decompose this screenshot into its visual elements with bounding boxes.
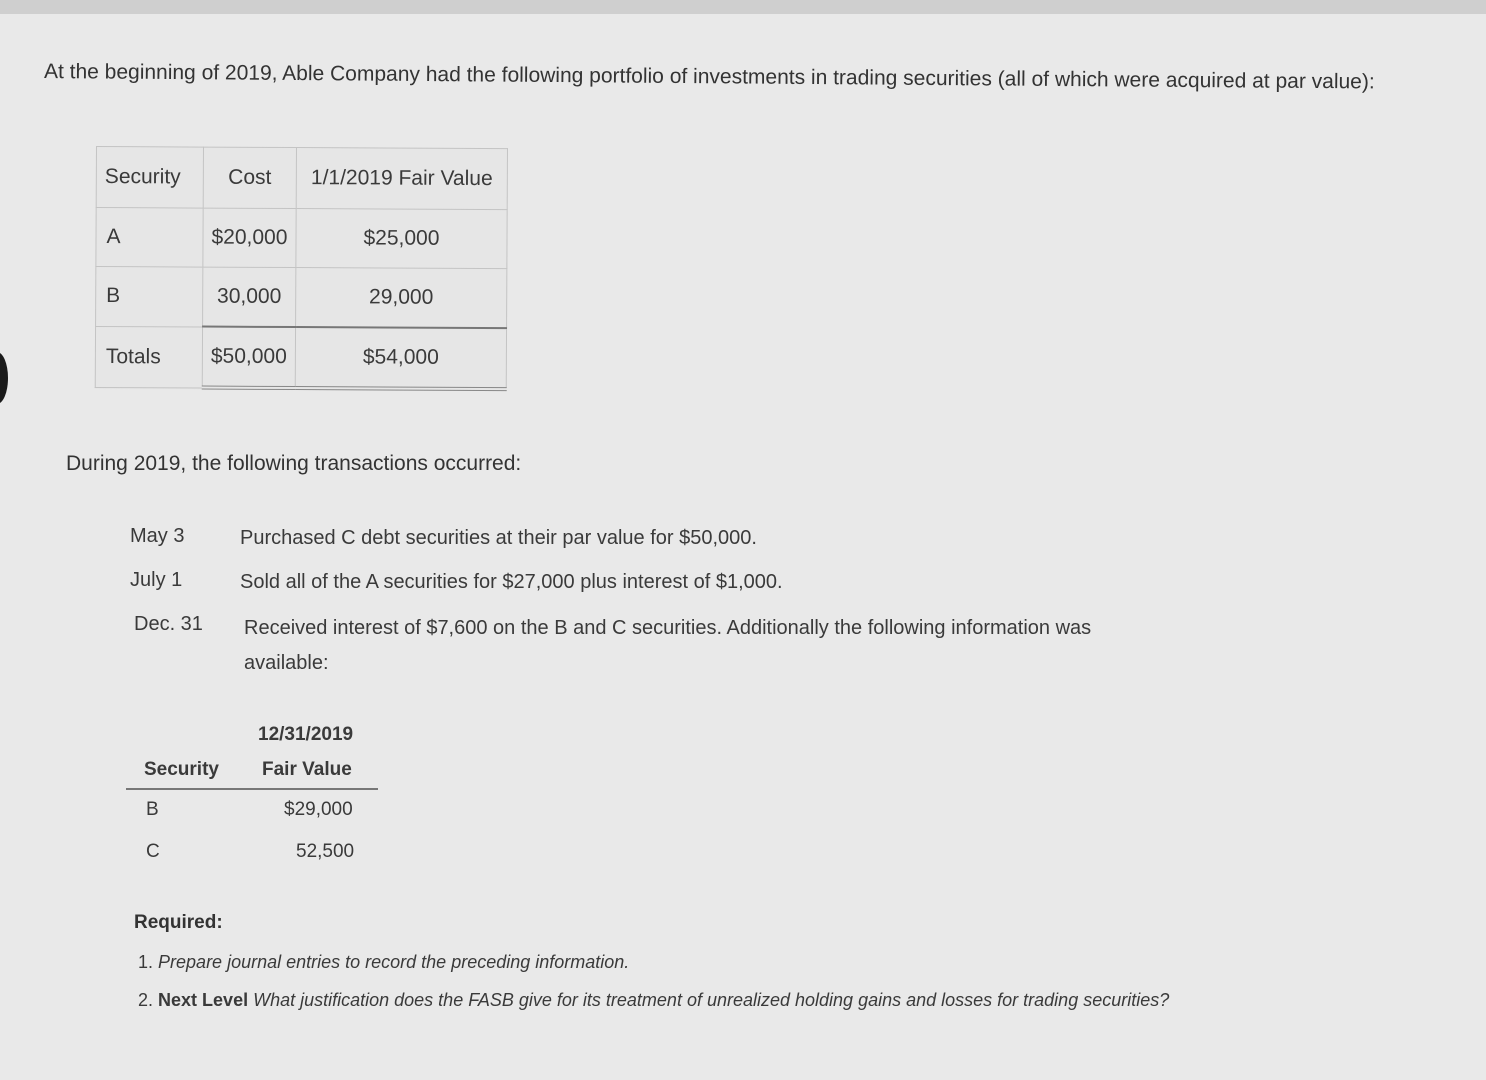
header-fair-value: 1/1/2019 Fair Value bbox=[296, 148, 507, 210]
transaction-description-continuation: available: bbox=[244, 652, 329, 674]
table-row bbox=[96, 208, 507, 269]
fair-value-security-header: Security bbox=[144, 759, 219, 780]
cell-cost: 30,000 bbox=[203, 267, 296, 327]
table-row bbox=[96, 267, 507, 329]
totals-label: Totals bbox=[95, 326, 202, 388]
cell-cost: $20,000 bbox=[203, 208, 296, 267]
totals-row bbox=[95, 326, 506, 389]
transaction-description: Received interest of $7,600 on the B and C securities. Additionally the following information was bbox=[244, 617, 1092, 639]
cell-fair-value: 29,000 bbox=[295, 268, 506, 329]
required-item-number: 1. bbox=[138, 952, 154, 972]
cell-fair-value: $25,000 bbox=[296, 209, 507, 269]
fair-value-security: B bbox=[146, 799, 159, 820]
fair-value-date-header: 12/31/2019 bbox=[258, 724, 354, 745]
transaction-date: Dec. 31 bbox=[134, 613, 203, 635]
required-item-number: 2. bbox=[138, 990, 154, 1010]
intro-text: At the beginning of 2019, Able Company had the following portfolio of investments in trading securities (all of which were acquired at par value): bbox=[43, 60, 1375, 94]
fair-value-value-header: Fair Value bbox=[262, 759, 352, 780]
portfolio-table bbox=[95, 146, 508, 391]
transaction-date: May 3 bbox=[130, 525, 185, 547]
fair-value-amount: $29,000 bbox=[284, 799, 353, 820]
header-cost: Cost bbox=[203, 147, 296, 208]
fair-value-amount: 52,500 bbox=[296, 841, 355, 862]
required-item-text: What justification does the FASB give for its treatment of unrealized holding gains and losses for trading securities? bbox=[253, 990, 1170, 1010]
totals-fair-value: $54,000 bbox=[295, 327, 506, 389]
next-level-label: Next Level bbox=[158, 990, 249, 1010]
header-divider bbox=[126, 788, 378, 790]
totals-cost: $50,000 bbox=[202, 327, 295, 388]
portfolio-header-row bbox=[96, 147, 507, 210]
required-item bbox=[138, 952, 629, 973]
transaction-date: July 1 bbox=[130, 569, 183, 591]
top-bar bbox=[0, 0, 1486, 14]
transaction-description: Sold all of the A securities for $27,000 plus interest of $1,000. bbox=[240, 571, 783, 593]
required-item-text: Prepare journal entries to record the preceding information. bbox=[158, 952, 630, 972]
required-item bbox=[138, 990, 1169, 1011]
header-security: Security bbox=[96, 147, 203, 209]
cell-security: B bbox=[96, 267, 203, 327]
transactions-intro: During 2019, the following transactions occurred: bbox=[66, 452, 522, 475]
transaction-description: Purchased C debt securities at their par value for $50,000. bbox=[240, 527, 757, 549]
cell-security: A bbox=[96, 208, 203, 268]
fair-value-security: C bbox=[146, 841, 160, 862]
required-heading: Required: bbox=[134, 912, 223, 933]
